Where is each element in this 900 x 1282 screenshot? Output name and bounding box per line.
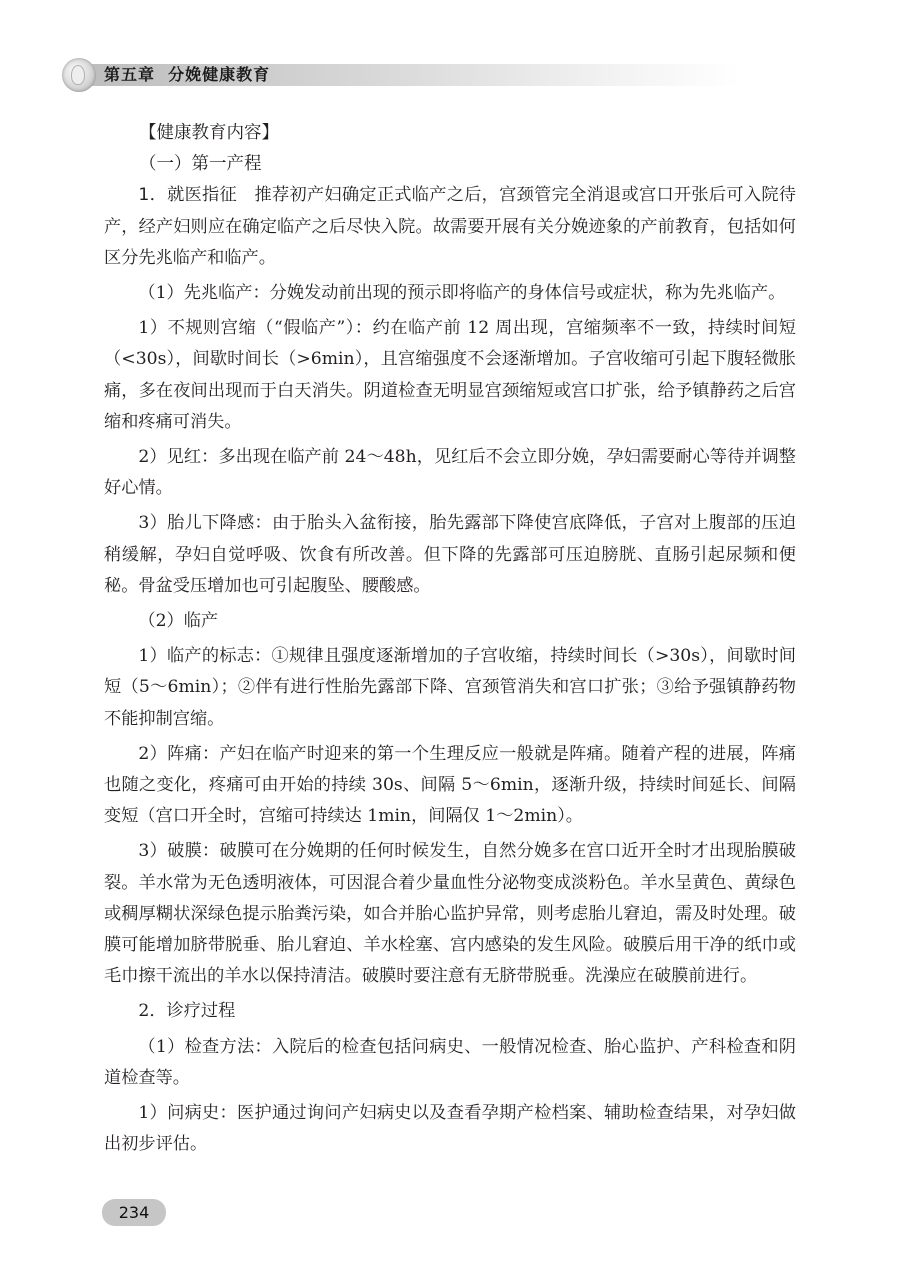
chapter-title: 分娩健康教育: [168, 65, 271, 84]
paragraph-lead: 1．就医指征: [138, 185, 237, 206]
paragraph: （1）检查方法：入院后的检查包括问病史、一般情况检查、胎心监护、产科检查和阴道检查等。: [104, 1036, 796, 1088]
page-number: 234: [118, 1203, 150, 1222]
page-body: [104, 118, 796, 1161]
paragraph: 1）临产的标志：①规律且强度逐渐增加的子宫收缩，持续时间长（>30s），间歇时间短（5～6min）；②伴有进行性胎先露部下降、宫颈管消失和宫口扩张；③给予强镇静药物不能抑制宫缩。: [104, 646, 796, 729]
page-number-badge: [102, 1199, 166, 1226]
paragraph: 1）问病史：医护通过询问产妇病史以及查看孕期产检档案、辅助检查结果，对孕妇做出初步评估。: [104, 1103, 796, 1155]
chapter-label: 第五章: [104, 65, 156, 84]
paragraph: 3）破膜：破膜可在分娩期的任何时候发生，自然分娩多在宫口近开全时才出现胎膜破裂。羊水常为无色透明液体，可因混合着少量血性分泌物变成淡粉色。羊水呈黄色、黄绿色或稠厚糊状深绿色提示胎粪污染，如合并胎心监护异常，则考虑胎儿窘迫，需及时处理。破膜可能增加脐带脱垂、胎儿窘迫、羊水栓塞、宫内感染的发生风险。破膜后用干净的纸巾或毛巾擦干流出的羊水以保持清洁。破膜时要注意有无脐带脱垂。洗澡应在破膜前进行。: [104, 841, 796, 987]
paragraph: 2．诊疗过程: [138, 1001, 236, 1022]
paragraph: [104, 180, 796, 274]
paragraph: （1）先兆临产：分娩发动前出现的预示即将临产的身体信号或症状，称为先兆临产。: [138, 283, 786, 304]
paragraph: 1）不规则宫缩（“假临产”）：约在临产前 12 周出现，宫缩频率不一致，持续时间短（<30s），间歇时间长（>6min），且宫缩强度不会逐渐增加。子宫收缩可引起下腹轻微胀痛，多在夜间出现而于白天消失。阴道检查无明显宫颈缩短或宫口扩张，给予镇静药之后宫缩和疼痛可消失。: [104, 318, 796, 432]
paragraph-text: 推荐初产妇确定正式临产之后，宫颈管完全消退或宫口开张后可入院待产，经产妇则应在确定临产之后尽快入院。故需要开展有关分娩迹象的产前教育，包括如何区分先兆临产和临产。: [104, 185, 796, 268]
header-title: [104, 64, 270, 86]
paragraph: 3）胎儿下降感：由于胎头入盆衔接，胎先露部下降使宫底降低，子宫对上腹部的压迫稍缓解，孕妇自觉呼吸、饮食有所改善。但下降的先露部可压迫膀胱、直肠引起尿频和便秘。骨盆受压增加也可引起腹坠、腰酸感。: [104, 513, 796, 596]
paragraph: 2）阵痛：产妇在临产时迎来的第一个生理反应一般就是阵痛。随着产程的进展，阵痛也随之变化，疼痛可由开始的持续 30s、间隔 5～6min，逐渐升级，持续时间延长、间隔变短（宫口开全时，宫缩可持续达 1min，间隔仅 1～2min）。: [104, 743, 796, 827]
paragraph: 2）见红：多出现在临产前 24～48h，见红后不会立即分娩，孕妇需要耐心等待并调整好心情。: [104, 447, 796, 499]
section-title: 【健康教育内容】: [139, 123, 279, 143]
running-header: [62, 58, 742, 94]
paragraph: （2）临产: [138, 611, 219, 632]
chapter-emblem-icon: [62, 58, 96, 92]
subsection-title: （一）第一产程: [139, 154, 262, 175]
